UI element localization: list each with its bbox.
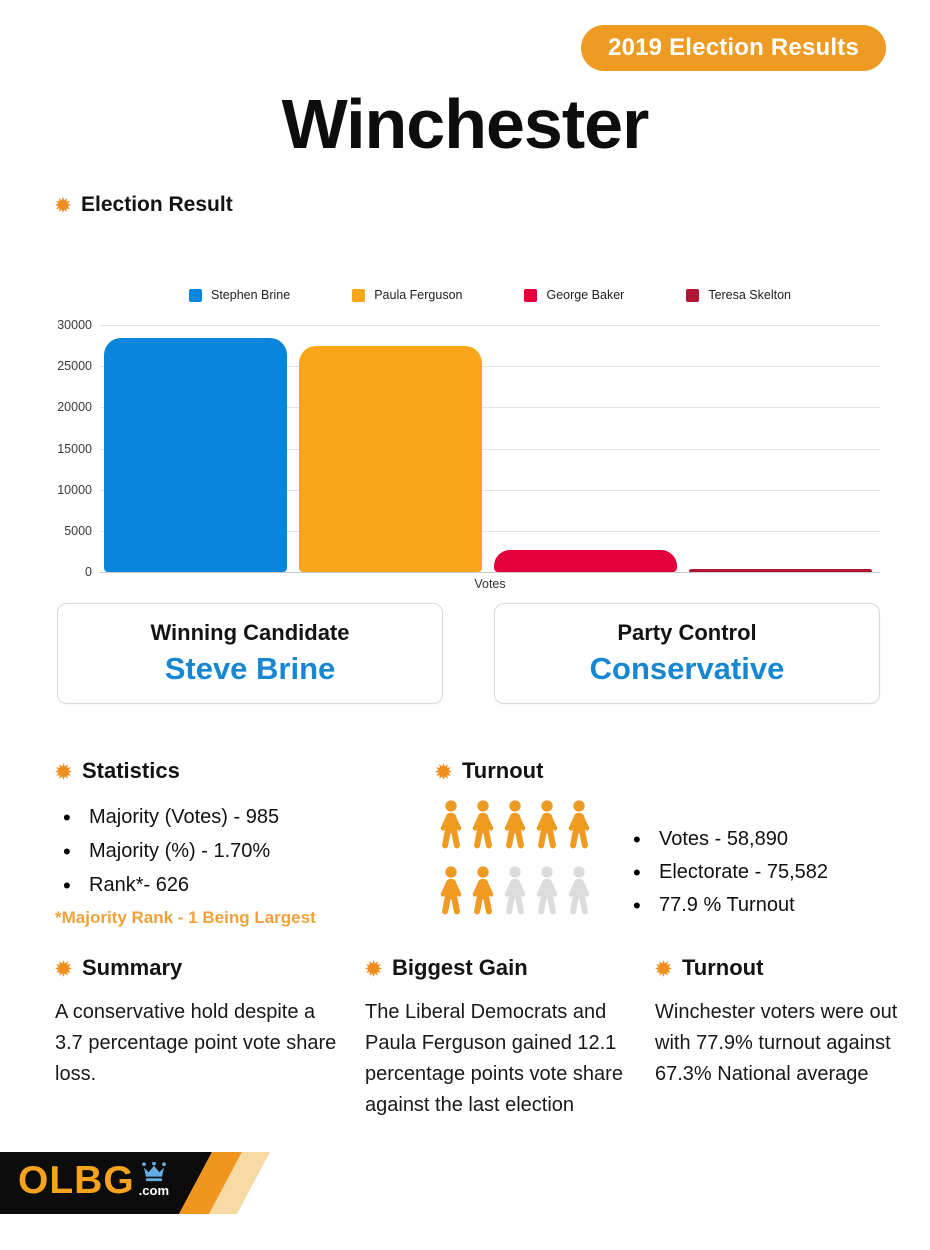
card-value: Steve Brine	[164, 651, 336, 686]
card-value: Conservative	[589, 651, 785, 686]
section-heading-label: Statistics	[82, 758, 180, 783]
section-heading-turnout-note	[655, 955, 920, 981]
page-title: Winchester	[281, 85, 649, 163]
logo-brand-text: OLBG	[18, 1159, 135, 1202]
y-axis-tick: 0	[85, 565, 92, 579]
y-axis-tick: 15000	[57, 441, 92, 456]
section-heading-turnout	[435, 758, 900, 784]
card-label: Party Control	[617, 620, 757, 645]
section-heading-biggest-gain	[365, 955, 645, 981]
burst-icon	[55, 197, 71, 213]
section-heading-label: Biggest Gain	[392, 955, 528, 980]
legend-swatch-icon	[189, 289, 202, 302]
person-icon	[467, 800, 499, 850]
logo-suffix-text: .com	[138, 1183, 170, 1198]
section-heading-label: Summary	[82, 955, 183, 980]
y-axis-tick: 20000	[57, 400, 92, 415]
bar-teresa-skelton	[689, 569, 872, 572]
legend-label: George Baker	[546, 288, 625, 302]
bar-george-baker	[494, 550, 677, 572]
legend-swatch-icon	[686, 289, 699, 302]
bar-paula-ferguson	[299, 346, 482, 572]
section-heading-statistics	[55, 758, 400, 784]
legend-item	[189, 286, 290, 304]
legend-item	[524, 286, 624, 304]
chart-plot-area	[57, 318, 880, 579]
list-item: • Majority (%) - 1.70%	[55, 840, 400, 863]
party-control-card	[494, 603, 880, 704]
person-icon	[435, 800, 467, 850]
section-heading-election-result	[55, 193, 233, 217]
burst-icon	[55, 960, 72, 977]
x-axis-label: Votes	[474, 577, 506, 591]
person-icon	[467, 866, 499, 916]
summary-text: A conservative hold despite a 3.7 percentage point vote share loss.	[55, 1001, 337, 1085]
section-heading-label: Turnout	[462, 758, 544, 783]
winning-candidate-card	[57, 603, 443, 704]
y-axis-tick: 10000	[57, 482, 92, 497]
person-icon	[499, 800, 531, 850]
person-icon	[531, 866, 563, 916]
person-icon	[563, 866, 595, 916]
biggest-gain-text: The Liberal Democrats and Paula Ferguson gained 12.1 percentage points vote share against the last election	[365, 1001, 623, 1116]
turnout-note-section	[655, 955, 920, 1090]
x-axis-baseline	[100, 572, 880, 573]
section-heading-label: Election Result	[81, 193, 233, 216]
bar-stephen-brine	[104, 338, 287, 572]
year-badge: 2019 Election Results	[581, 25, 886, 71]
turnout-note-text: Winchester voters were out with 77.9% turnout against 67.3% National average	[655, 1001, 898, 1085]
person-icon	[531, 800, 563, 850]
list-item: • 77.9 % Turnout	[625, 894, 828, 917]
person-icon	[499, 866, 531, 916]
card-label: Winning Candidate	[150, 620, 350, 645]
section-heading-summary	[55, 955, 340, 981]
burst-icon	[55, 763, 72, 780]
olbg-logo	[0, 1152, 270, 1214]
legend-label: Paula Ferguson	[374, 288, 463, 302]
list-item: • Majority (Votes) - 985	[55, 806, 400, 829]
turnout-pictogram	[435, 800, 607, 927]
list-item: • Rank*- 626	[55, 874, 400, 897]
legend-label: Stephen Brine	[210, 288, 291, 302]
votes-bar-chart	[55, 286, 880, 591]
y-axis-tick: 25000	[57, 359, 92, 374]
burst-icon	[655, 960, 672, 977]
statistics-section	[55, 758, 400, 928]
burst-icon	[435, 763, 452, 780]
majority-rank-footnote: *Majority Rank - 1 Being Largest	[55, 908, 316, 927]
person-icon	[435, 866, 467, 916]
legend-label: Teresa Skelton	[708, 288, 791, 302]
burst-icon	[365, 960, 382, 977]
legend-swatch-icon	[352, 289, 365, 302]
legend-swatch-icon	[524, 289, 537, 302]
summary-section	[55, 955, 340, 1090]
list-item: • Electorate - 75,582	[625, 861, 828, 884]
y-axis-tick: 5000	[64, 523, 92, 538]
result-cards	[57, 603, 880, 704]
section-heading-label: Turnout	[682, 955, 764, 980]
statistics-list	[55, 806, 400, 897]
chart-legend	[100, 286, 880, 304]
crown-icon	[140, 1162, 168, 1182]
turnout-list	[625, 828, 828, 927]
person-icon	[563, 800, 595, 850]
list-item: • Votes - 58,890	[625, 828, 828, 851]
gridline	[100, 325, 880, 326]
turnout-section	[435, 758, 900, 927]
legend-item	[352, 286, 462, 304]
y-axis-tick: 30000	[57, 318, 92, 332]
biggest-gain-section	[365, 955, 645, 1121]
legend-item	[686, 286, 791, 304]
